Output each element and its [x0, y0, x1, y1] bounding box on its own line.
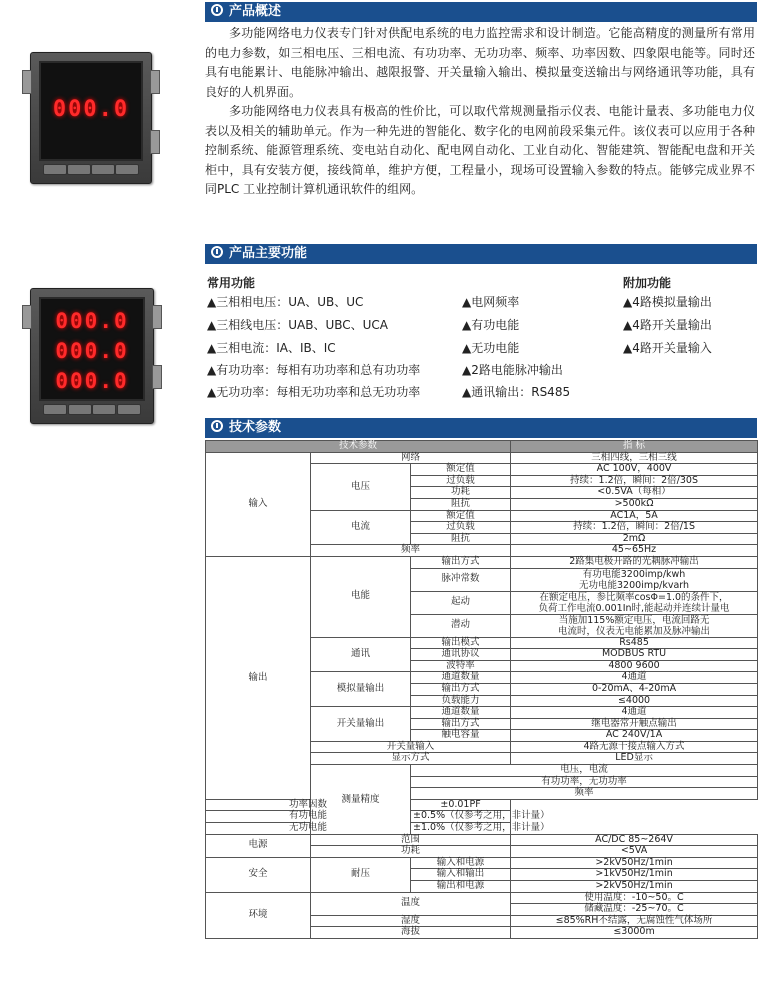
- table-cell: 通讯协议: [411, 649, 511, 661]
- table-cell: 环境: [206, 892, 311, 938]
- table-cell: >500kΩ: [511, 498, 758, 510]
- feature-item: ▲无功电能: [462, 341, 520, 355]
- table-cell: Rs485: [511, 637, 758, 649]
- table-cell: 阻抗: [411, 533, 511, 545]
- extra-functions-title: 附加功能: [623, 276, 672, 290]
- table-cell: 温度: [311, 892, 511, 915]
- table-cell: 过负载: [411, 522, 511, 534]
- table-cell: 输出和电源: [411, 881, 511, 893]
- table-cell: 4通道: [511, 707, 758, 719]
- section-title: 产品主要功能: [229, 246, 308, 261]
- table-cell: 2mΩ: [511, 533, 758, 545]
- table-cell: 4路无源干接点输入方式: [511, 741, 758, 753]
- table-cell: 频率: [411, 788, 758, 800]
- section-specs-header: [205, 418, 757, 438]
- table-cell: 通讯: [311, 637, 411, 672]
- table-cell: 起动: [411, 591, 511, 614]
- table-cell: 电压: [311, 464, 411, 510]
- table-cell: 无功电能: [206, 823, 411, 835]
- table-cell: 耐压: [311, 857, 411, 892]
- meter-reading: 000.0: [52, 97, 130, 122]
- table-cell: AC 100V，400V: [511, 464, 758, 476]
- feature-item: ▲三相电流：IA、IB、IC: [207, 341, 336, 355]
- table-cell: ±0.5%（仅参考之用，非计量）: [411, 811, 511, 823]
- table-cell: ≤4000: [511, 695, 758, 707]
- overview-text: [205, 24, 755, 200]
- section-functions-header: [205, 244, 757, 264]
- table-cell: 湿度: [311, 915, 511, 927]
- table-row: [206, 556, 758, 568]
- section-title: 产品概述: [229, 4, 282, 19]
- table-cell: 45~65Hz: [511, 545, 758, 557]
- table-cell: <5VA: [511, 846, 758, 858]
- table-cell: 电流: [311, 510, 411, 545]
- table-cell: 指 标: [511, 441, 758, 453]
- table-row: [206, 811, 758, 823]
- table-cell: 负载能力: [411, 695, 511, 707]
- spec-table: [205, 440, 758, 939]
- table-cell: 当施加115%额定电压，电流回路无 电流时，仪表无电能累加及脉冲输出: [511, 614, 758, 637]
- table-cell: 电能: [311, 556, 411, 637]
- meter-reading: 000.0: [55, 309, 129, 333]
- power-icon: [211, 246, 223, 258]
- table-cell: 继电器常开触点输出: [511, 718, 758, 730]
- feature-item: ▲4路开关量输出: [623, 318, 712, 332]
- table-cell: LED显示: [511, 753, 758, 765]
- table-cell: 有功电能3200imp/kwh 无功电能3200imp/kvarh: [511, 568, 758, 591]
- table-cell: ≤85%RH不结露，无腐蚀性气体场所: [511, 915, 758, 927]
- table-cell: 额定值: [411, 510, 511, 522]
- table-cell: >1kV50Hz/1min: [511, 869, 758, 881]
- table-cell: 0-20mA、4-20mA: [511, 683, 758, 695]
- table-cell: 输入和输出: [411, 869, 511, 881]
- feature-item: ▲2路电能脉冲输出: [462, 363, 563, 377]
- table-cell: 输入和电源: [411, 857, 511, 869]
- table-cell: 海拔: [311, 927, 511, 939]
- table-cell: AC1A，5A: [511, 510, 758, 522]
- table-cell: 在额定电压，参比频率cosΦ=1.0的条件下， 负荷工作电流0.001In时,能起动并连续计量电: [511, 591, 758, 614]
- table-cell: 开关量输出: [311, 707, 411, 742]
- table-cell: 功耗: [311, 846, 511, 858]
- meter-reading: 000.0: [55, 339, 129, 363]
- table-cell: 电压，电流: [411, 765, 758, 777]
- table-cell: 2路集电极开路的光耦脉冲输出: [511, 556, 758, 568]
- table-row: [206, 452, 758, 464]
- table-cell: 输出: [206, 556, 311, 799]
- table-cell: 功率因数: [206, 799, 411, 811]
- table-header-row: [206, 441, 758, 453]
- table-cell: 输入: [206, 452, 311, 556]
- table-cell: 使用温度：-10~50。C: [511, 892, 758, 904]
- meter-reading: 000.0: [55, 369, 129, 393]
- table-cell: ±0.01PF: [411, 799, 511, 811]
- table-cell: >2kV50Hz/1min: [511, 857, 758, 869]
- table-cell: MODBUS RTU: [511, 649, 758, 661]
- paragraph: 多功能网络电力仪表专门针对供配电系统的电力监控需求和设计制造。它能高精度的测量所有常用的电力参数，如三相电压、三相电流、有功功率、无功功率、频率、功率因数、四象限电能等。同时还具有电能累计、电能脉冲输出、越限报警、开关量输入输出、模拟量变送输出与网络通讯等功能，具有良好的人机界面。: [205, 26, 755, 99]
- table-cell: 功耗: [411, 487, 511, 499]
- section-overview-header: [205, 2, 757, 22]
- table-cell: ±1.0%（仅参考之用，非计量）: [411, 823, 511, 835]
- table-cell: 电源: [206, 834, 311, 857]
- table-cell: 4800 9600: [511, 660, 758, 672]
- table-cell: 范围: [311, 834, 511, 846]
- triple-display-meter-image: [30, 288, 154, 424]
- table-cell: 安全: [206, 857, 311, 892]
- table-cell: 有功电能: [206, 811, 411, 823]
- single-display-meter-image: [30, 52, 152, 184]
- table-cell: >2kV50Hz/1min: [511, 881, 758, 893]
- feature-item: ▲有功电能: [462, 318, 520, 332]
- table-row: [206, 834, 758, 846]
- table-cell: 网络: [311, 452, 511, 464]
- table-cell: 阻抗: [411, 498, 511, 510]
- table-cell: 开关量输入: [311, 741, 511, 753]
- table-row: [206, 892, 758, 904]
- table-cell: 输出模式: [411, 637, 511, 649]
- feature-item: ▲无功功率：每相无功功率和总无功功率: [207, 385, 421, 399]
- table-cell: 技术参数: [206, 441, 511, 453]
- feature-item: ▲通讯输出：RS485: [462, 385, 571, 399]
- table-cell: <0.5VA（每相）: [511, 487, 758, 499]
- table-cell: 输出方式: [411, 683, 511, 695]
- table-cell: 波特率: [411, 660, 511, 672]
- table-cell: 测量精度: [311, 765, 411, 835]
- table-cell: 触电容量: [411, 730, 511, 742]
- table-cell: 4通道: [511, 672, 758, 684]
- table-cell: 脉冲常数: [411, 568, 511, 591]
- table-cell: 过负载: [411, 475, 511, 487]
- feature-item: ▲电网频率: [462, 295, 520, 309]
- table-cell: 显示方式: [311, 753, 511, 765]
- table-cell: 通道数量: [411, 672, 511, 684]
- table-cell: 持续：1.2倍，瞬间：2倍/1S: [511, 522, 758, 534]
- feature-item: ▲有功功率：每相有功功率和总有功功率: [207, 363, 421, 377]
- table-cell: 通道数量: [411, 707, 511, 719]
- power-icon: [211, 420, 223, 432]
- table-cell: 潜动: [411, 614, 511, 637]
- paragraph: 多功能网络电力仪表具有极高的性价比，可以取代常规测量指示仪表、电能计量表、多功能电力仪表以及相关的辅助单元。作为一种先进的智能化、数字化的电网前段采集元件。该仪表可以应用于各种控制系统、能源管理系统、变电站自动化、配电网自动化、工业自动化、智能建筑、智能配电盘和开关柜中，具有安装方便，接线简单，维护方便，工程量小，现场可设置输入参数的特点。能够完成业界不同PLC 工业控制计算机通讯软件的组网。: [205, 104, 755, 196]
- table-cell: 模拟量输出: [311, 672, 411, 707]
- table-cell: 额定值: [411, 464, 511, 476]
- table-cell: 三相四线，三相三线: [511, 452, 758, 464]
- feature-item: ▲三相相电压：UA、UB、UC: [207, 295, 364, 309]
- common-functions-title: 常用功能: [207, 276, 256, 290]
- feature-item: ▲三相线电压：UAB、UBC、UCA: [207, 318, 389, 332]
- table-cell: ≤3000m: [511, 927, 758, 939]
- table-cell: 储藏温度：-25~70。C: [511, 904, 758, 916]
- table-cell: 有功功率，无功功率: [411, 776, 758, 788]
- table-row: [206, 823, 758, 835]
- feature-item: ▲4路模拟量输出: [623, 295, 712, 309]
- table-cell: 输出方式: [411, 556, 511, 568]
- table-cell: 频率: [311, 545, 511, 557]
- section-title: 技术参数: [229, 420, 282, 435]
- feature-item: ▲4路开关量输入: [623, 341, 712, 355]
- power-icon: [211, 4, 223, 16]
- table-cell: 输出方式: [411, 718, 511, 730]
- table-cell: 持续：1.2倍，瞬间：2倍/30S: [511, 475, 758, 487]
- table-cell: AC 240V/1A: [511, 730, 758, 742]
- table-cell: AC/DC 85~264V: [511, 834, 758, 846]
